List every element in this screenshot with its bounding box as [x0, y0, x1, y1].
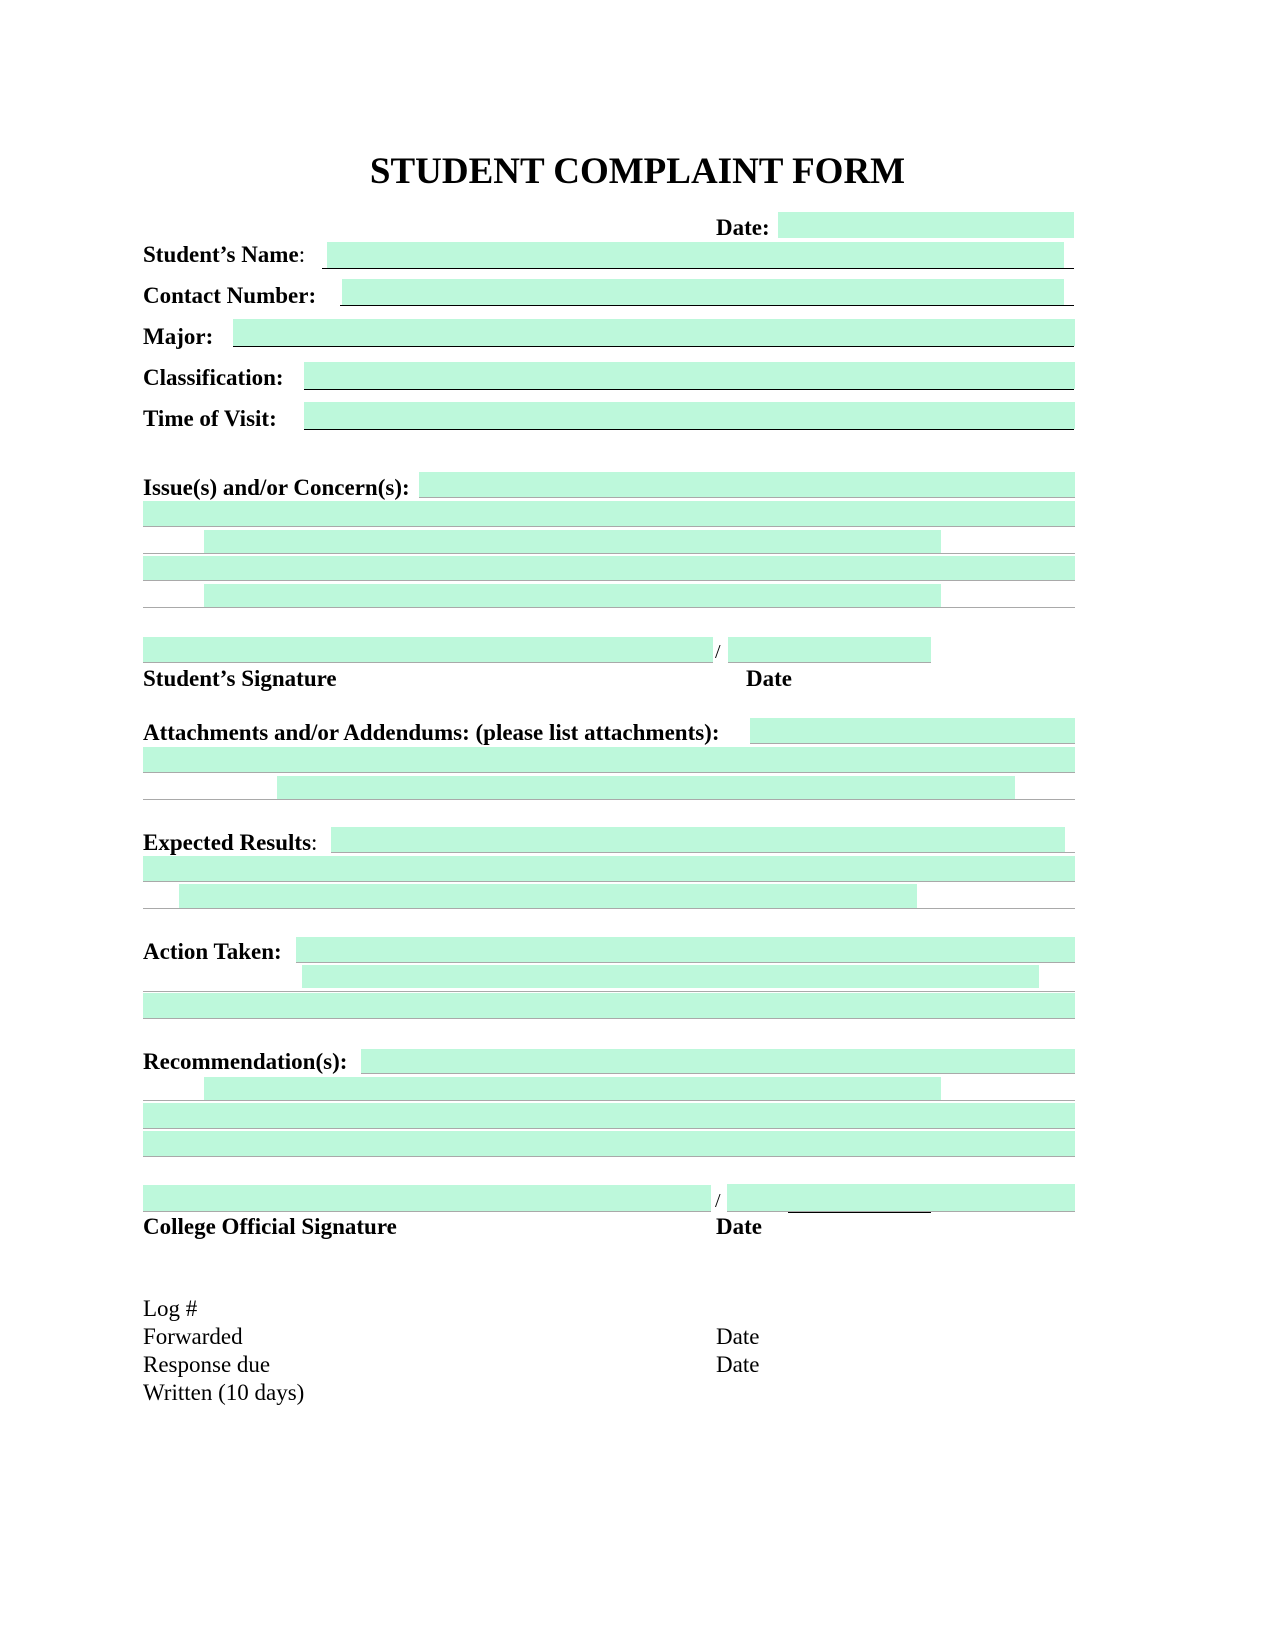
student-signature-input[interactable]: [143, 637, 713, 662]
issues-line-1[interactable]: [419, 472, 1075, 497]
contact-number-label: Contact Number:: [143, 283, 317, 308]
attachments-underline-1: [750, 743, 1075, 744]
action-taken-underline-1: [296, 962, 1075, 963]
student-signature-date-label: Date: [746, 666, 792, 691]
expected-results-underline-2: [143, 881, 1075, 882]
contact-number-input[interactable]: [342, 279, 1064, 305]
student-signature-date-input[interactable]: [728, 637, 931, 662]
issues-line-4[interactable]: [143, 556, 1075, 580]
official-signature-date-shade-underline: [727, 1211, 1075, 1212]
expected-results-underline-1: [331, 852, 1075, 853]
students-name-input[interactable]: [327, 242, 1064, 268]
contact-number-underline: [340, 305, 1074, 306]
recommendations-label: Recommendation(s):: [143, 1049, 348, 1074]
recommendations-line-1[interactable]: [361, 1049, 1075, 1073]
action-taken-line-3[interactable]: [143, 993, 1075, 1018]
major-label: Major:: [143, 324, 214, 349]
time-of-visit-input[interactable]: [304, 402, 1075, 429]
recommendations-line-2[interactable]: [204, 1077, 941, 1100]
signature-slash: /: [715, 641, 721, 663]
recommendations-line-3[interactable]: [143, 1103, 1075, 1128]
expected-results-line-1[interactable]: [331, 827, 1065, 852]
response-due-label: Response due: [143, 1352, 271, 1377]
forwarded-label: Forwarded: [143, 1324, 243, 1349]
issues-underline-2: [143, 526, 1075, 527]
action-taken-underline-2: [143, 991, 1075, 992]
official-signature-slash: /: [715, 1190, 721, 1212]
form-title: STUDENT COMPLAINT FORM: [369, 151, 906, 192]
action-taken-underline-3: [143, 1018, 1075, 1019]
forwarded-date-label: Date: [716, 1324, 760, 1349]
date-input[interactable]: [778, 212, 1074, 238]
students-name-label: Student’s Name:: [143, 242, 306, 267]
major-underline: [233, 346, 1074, 347]
classification-input[interactable]: [304, 362, 1075, 389]
issues-underline-1: [419, 497, 1075, 498]
issues-line-2[interactable]: [143, 501, 1075, 526]
action-taken-label: Action Taken:: [143, 939, 282, 964]
action-taken-line-1[interactable]: [296, 937, 1075, 962]
students-name-underline: [322, 268, 1074, 269]
issues-line-3[interactable]: [204, 530, 941, 553]
time-of-visit-underline: [304, 429, 1074, 430]
recommendations-underline-3: [143, 1128, 1075, 1129]
recommendations-underline-1: [361, 1073, 1075, 1074]
log-number-label: Log #: [143, 1296, 198, 1321]
attachments-line-2[interactable]: [143, 747, 1075, 772]
recommendations-underline-2: [143, 1100, 1075, 1101]
student-signature-date-underline: [728, 662, 931, 663]
attachments-line-3[interactable]: [277, 776, 1015, 799]
issues-underline-4: [143, 580, 1075, 581]
time-of-visit-label: Time of Visit:: [143, 406, 277, 431]
issues-concerns-label: Issue(s) and/or Concern(s):: [143, 475, 410, 500]
expected-results-label: Expected Results:: [143, 830, 318, 855]
official-signature-input[interactable]: [143, 1185, 711, 1211]
recommendations-line-4[interactable]: [143, 1131, 1075, 1156]
official-signature-underline: [143, 1211, 711, 1212]
action-taken-line-2[interactable]: [302, 965, 1039, 988]
classification-label: Classification:: [143, 365, 284, 390]
expected-results-line-3[interactable]: [179, 884, 917, 908]
recommendations-underline-4: [143, 1156, 1075, 1157]
issues-line-5[interactable]: [204, 584, 941, 607]
date-label: Date:: [716, 215, 770, 240]
official-signature-date-input[interactable]: [727, 1184, 1075, 1211]
official-signature-date-label: Date: [716, 1214, 762, 1239]
attachments-underline-3: [143, 799, 1075, 800]
official-signature-label: College Official Signature: [143, 1214, 397, 1239]
student-signature-label: Student’s Signature: [143, 666, 337, 691]
written-label: Written (10 days): [143, 1380, 305, 1405]
expected-results-line-2[interactable]: [143, 856, 1075, 881]
major-input[interactable]: [233, 319, 1075, 346]
issues-underline-3: [143, 553, 1075, 554]
expected-results-underline-3: [143, 908, 1075, 909]
classification-underline: [304, 389, 1074, 390]
student-signature-underline: [143, 662, 713, 663]
official-signature-date-underline: [788, 1212, 931, 1213]
attachments-line-1[interactable]: [750, 718, 1075, 743]
attachments-underline-2: [143, 772, 1075, 773]
response-due-date-label: Date: [716, 1352, 760, 1377]
attachments-label: Attachments and/or Addendums: (please list attachments):: [143, 720, 720, 745]
issues-underline-5: [143, 607, 1075, 608]
